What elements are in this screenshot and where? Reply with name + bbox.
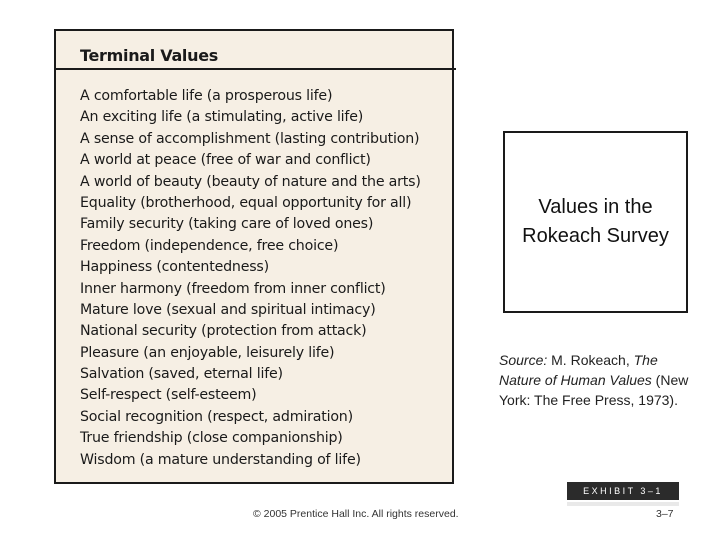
list-item: Happiness (contentedness): [80, 259, 269, 276]
values-list: [80, 86, 421, 471]
slide-title: Values in the Rokeach Survey: [522, 196, 669, 247]
list-item: Equality (brotherhood, equal opportunity for all): [80, 194, 412, 211]
list-item: Salvation (saved, eternal life): [80, 366, 283, 383]
list-item: An exciting life (a stimulating, active life): [80, 109, 364, 126]
source-publication: (New York: The Free Press, 1973).: [499, 372, 689, 408]
list-item: A world of beauty (beauty of nature and the arts): [80, 173, 421, 190]
source-author: M. Rokeach,: [547, 352, 634, 368]
panel-title: Terminal Values: [80, 46, 218, 65]
list-item: Self-respect (self-esteem): [80, 387, 257, 404]
exhibit-badge-shadow: [567, 502, 679, 506]
source-book-title: The Nature of Human Values: [499, 352, 658, 388]
list-item: Family security (taking care of loved ones): [80, 216, 374, 233]
list-item: Pleasure (an enjoyable, leisurely life): [80, 344, 335, 361]
list-item: A sense of accomplishment (lasting contribution): [80, 130, 420, 147]
title-divider: [56, 68, 456, 70]
list-item: A comfortable life (a prosperous life): [80, 88, 333, 104]
source-label: Source:: [499, 352, 548, 368]
list-item: A world at peace (free of war and conflict): [80, 152, 371, 169]
terminal-values-panel: [54, 29, 454, 484]
list-item: Mature love (sexual and spiritual intimacy): [80, 301, 376, 318]
list-item: Inner harmony (freedom from inner conflict): [80, 280, 386, 297]
list-item: Social recognition (respect, admiration): [80, 408, 353, 425]
list-item: Freedom (independence, free choice): [80, 237, 339, 254]
list-item: True friendship (close companionship): [80, 430, 343, 447]
exhibit-badge: EXHIBIT 3–1: [567, 482, 679, 500]
list-item: National security (protection from attack): [80, 323, 367, 340]
list-item: Wisdom (a mature understanding of life): [80, 451, 361, 468]
source-citation: [499, 350, 699, 410]
slide-title-box: [503, 131, 688, 313]
copyright-notice: © 2005 Prentice Hall Inc. All rights reserved.: [253, 508, 459, 520]
page-number: 3–7: [656, 508, 674, 520]
